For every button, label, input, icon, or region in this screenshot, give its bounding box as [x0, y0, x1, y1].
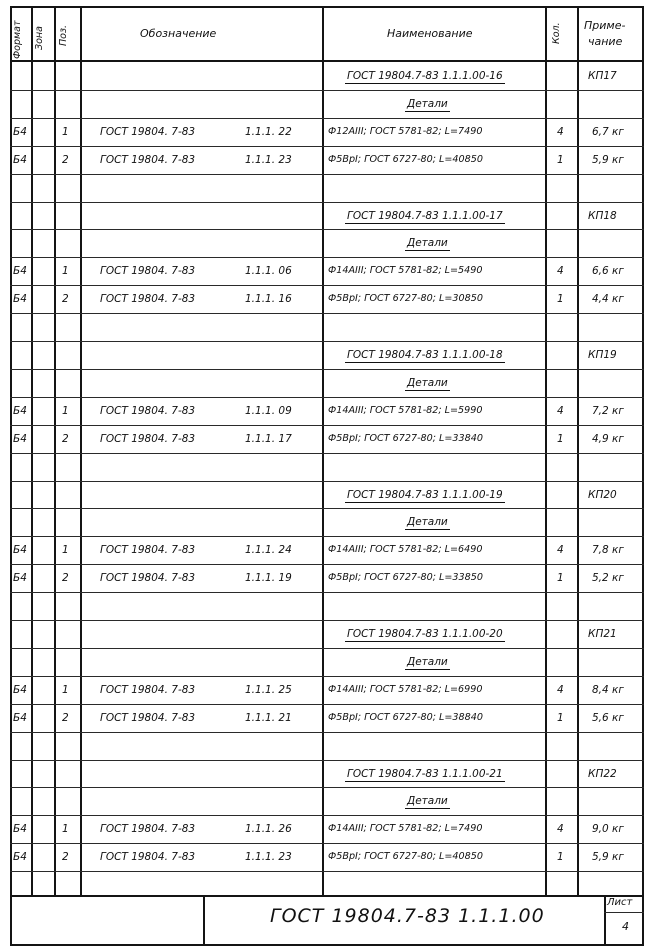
header-note-line1: Приме-	[584, 19, 626, 32]
section-title: ГОСТ 19804.7-83 1.1.1.00-19	[347, 488, 503, 501]
section-subtitle: Детали	[407, 516, 448, 529]
section-title: ГОСТ 19804.7-83 1.1.1.00-18	[347, 349, 503, 361]
section-note: КП22	[588, 767, 617, 780]
item-code: 1.1.1. 22	[245, 125, 292, 138]
item-format: Б4	[13, 153, 27, 166]
row-line	[10, 285, 644, 286]
item-code: 1.1.1. 06	[245, 265, 292, 278]
item-code: 1.1.1. 23	[245, 851, 292, 864]
item-format: Б4	[13, 544, 27, 557]
item-position: 1	[62, 544, 69, 557]
item-code: 1.1.1. 09	[245, 404, 292, 417]
row-line	[10, 760, 644, 761]
row-line	[10, 313, 644, 314]
item-position: 2	[62, 711, 69, 724]
item-note: 4,4 кг	[592, 293, 624, 306]
item-note: 5,2 кг	[592, 572, 624, 585]
item-name: Ф5ВрI; ГОСТ 6727-80; L=40850	[328, 153, 483, 165]
item-note: 7,8 кг	[592, 544, 624, 557]
item-name: Ф14АIII; ГОСТ 5781-82; L=7490	[328, 823, 483, 835]
item-code: 1.1.1. 23	[245, 153, 292, 166]
item-name: Ф14АIII; ГОСТ 5781-82; L=6490	[328, 544, 483, 556]
item-document: ГОСТ 19804. 7-83	[100, 823, 196, 836]
item-code: 1.1.1. 25	[245, 683, 292, 696]
row-line	[10, 536, 644, 537]
item-name: Ф5ВрI; ГОСТ 6727-80; L=40850	[328, 851, 483, 863]
header-note-line2: чание	[588, 35, 623, 48]
item-format: Б4	[13, 711, 27, 724]
item-position: 1	[62, 404, 69, 417]
row-line	[10, 592, 644, 593]
item-note: 8,4 кг	[592, 683, 624, 696]
row-line	[10, 815, 644, 816]
item-name: Ф14АIII; ГОСТ 5781-82; L=5990	[328, 404, 483, 416]
item-note: 7,2 кг	[592, 404, 624, 417]
item-quantity: 4	[557, 125, 564, 138]
column-line	[577, 6, 579, 895]
item-quantity: 1	[557, 851, 564, 864]
item-format: Б4	[13, 265, 27, 278]
item-position: 2	[62, 432, 69, 445]
item-name: Ф5ВрI; ГОСТ 6727-80; L=33850	[328, 572, 483, 584]
row-line	[10, 481, 644, 482]
row-line	[10, 90, 644, 91]
section-title: ГОСТ 19804.7-83 1.1.1.00-21	[347, 767, 503, 780]
sheet-label: Лист	[607, 897, 633, 908]
section-subtitle: Детали	[407, 795, 448, 808]
item-document: ГОСТ 19804. 7-83	[100, 683, 196, 696]
row-line	[10, 369, 644, 370]
column-line	[545, 6, 547, 895]
item-document: ГОСТ 19804. 7-83	[100, 265, 196, 278]
header-designation: Обозначение	[140, 27, 217, 40]
item-name: Ф5ВрI; ГОСТ 6727-80; L=33840	[328, 432, 483, 444]
row-line	[10, 146, 644, 147]
item-code: 1.1.1. 24	[245, 544, 292, 557]
item-position: 2	[62, 851, 69, 864]
item-code: 1.1.1. 26	[245, 823, 292, 836]
item-format: Б4	[13, 851, 27, 864]
header-qty: Кол.	[551, 22, 562, 44]
item-position: 1	[62, 265, 69, 278]
item-format: Б4	[13, 683, 27, 696]
item-quantity: 4	[557, 404, 564, 417]
row-line	[10, 425, 644, 426]
item-code: 1.1.1. 19	[245, 572, 292, 585]
item-format: Б4	[13, 125, 27, 138]
item-note: 5,6 кг	[592, 711, 624, 724]
item-quantity: 1	[557, 711, 564, 724]
item-position: 1	[62, 823, 69, 836]
row-line	[10, 676, 644, 677]
item-name: Ф14АIII; ГОСТ 5781-82; L=5490	[328, 265, 483, 277]
item-quantity: 1	[557, 572, 564, 585]
row-line	[10, 257, 644, 258]
item-document: ГОСТ 19804. 7-83	[100, 544, 196, 557]
frame-bottom	[10, 944, 644, 946]
item-format: Б4	[13, 823, 27, 836]
column-line	[80, 6, 82, 895]
item-document: ГОСТ 19804. 7-83	[100, 404, 196, 417]
titleblock-line	[203, 895, 205, 946]
titleblock-line	[604, 912, 644, 913]
frame-top	[10, 6, 644, 8]
item-format: Б4	[13, 572, 27, 585]
section-note: КП19	[588, 349, 617, 361]
item-quantity: 4	[557, 683, 564, 696]
row-line	[10, 508, 644, 509]
row-line	[10, 648, 644, 649]
row-line	[10, 229, 644, 230]
section-subtitle: Детали	[407, 655, 448, 668]
section-subtitle: Детали	[407, 97, 448, 110]
item-format: Б4	[13, 293, 27, 306]
specification-sheet	[10, 6, 644, 946]
header-format: Формат	[12, 20, 23, 59]
row-line	[10, 174, 644, 175]
title-block-designation: ГОСТ 19804.7-83 1.1.1.00	[270, 905, 545, 927]
item-position: 1	[62, 125, 69, 138]
column-line	[54, 6, 56, 895]
item-document: ГОСТ 19804. 7-83	[100, 153, 196, 166]
table-bottom	[10, 895, 644, 897]
row-line	[10, 202, 644, 203]
item-quantity: 4	[557, 265, 564, 278]
row-line	[10, 787, 644, 788]
section-subtitle: Детали	[407, 237, 448, 250]
header-divider	[10, 60, 644, 62]
row-line	[10, 453, 644, 454]
item-document: ГОСТ 19804. 7-83	[100, 711, 196, 724]
item-note: 4,9 кг	[592, 432, 624, 445]
section-note: КП18	[588, 209, 617, 222]
item-quantity: 1	[557, 153, 564, 166]
item-name: Ф12АIII; ГОСТ 5781-82; L=7490	[328, 125, 483, 137]
header-zone: Зона	[34, 26, 45, 50]
item-name: Ф14АIII; ГОСТ 5781-82; L=6990	[328, 683, 483, 695]
item-code: 1.1.1. 16	[245, 293, 292, 306]
titleblock-line	[604, 895, 606, 946]
item-format: Б4	[13, 432, 27, 445]
section-title: ГОСТ 19804.7-83 1.1.1.00-17	[347, 209, 503, 222]
row-line	[10, 341, 644, 342]
item-note: 6,7 кг	[592, 125, 624, 138]
item-name: Ф5ВрI; ГОСТ 6727-80; L=38840	[328, 711, 483, 723]
item-document: ГОСТ 19804. 7-83	[100, 432, 196, 445]
item-code: 1.1.1. 21	[245, 711, 292, 724]
item-document: ГОСТ 19804. 7-83	[100, 125, 196, 138]
row-line	[10, 871, 644, 872]
section-note: КП20	[588, 488, 617, 501]
item-quantity: 4	[557, 544, 564, 557]
frame-left	[10, 6, 12, 946]
item-quantity: 1	[557, 293, 564, 306]
item-note: 5,9 кг	[592, 153, 624, 166]
item-quantity: 1	[557, 432, 564, 445]
item-position: 2	[62, 572, 69, 585]
row-line	[10, 620, 644, 621]
column-line	[31, 6, 33, 895]
header-pos: Поз.	[58, 24, 69, 46]
item-note: 9,0 кг	[592, 823, 624, 836]
section-note: КП17	[588, 70, 617, 82]
item-document: ГОСТ 19804. 7-83	[100, 851, 196, 864]
row-line	[10, 564, 644, 565]
item-quantity: 4	[557, 823, 564, 836]
row-line	[10, 118, 644, 119]
column-line	[322, 6, 324, 895]
item-document: ГОСТ 19804. 7-83	[100, 572, 196, 585]
item-format: Б4	[13, 404, 27, 417]
item-position: 1	[62, 683, 69, 696]
row-line	[10, 732, 644, 733]
item-document: ГОСТ 19804. 7-83	[100, 293, 196, 306]
sheet-number: 4	[622, 920, 629, 933]
header-name: Наименование	[387, 27, 473, 40]
section-title: ГОСТ 19804.7-83 1.1.1.00-16	[347, 70, 503, 82]
item-position: 2	[62, 153, 69, 166]
item-name: Ф5ВрI; ГОСТ 6727-80; L=30850	[328, 293, 483, 305]
item-note: 6,6 кг	[592, 265, 624, 278]
section-note: КП21	[588, 628, 617, 640]
item-code: 1.1.1. 17	[245, 432, 292, 445]
section-subtitle: Детали	[407, 376, 448, 389]
section-title: ГОСТ 19804.7-83 1.1.1.00-20	[347, 628, 503, 640]
item-note: 5,9 кг	[592, 851, 624, 864]
frame-right	[642, 6, 644, 946]
item-position: 2	[62, 293, 69, 306]
row-line	[10, 397, 644, 398]
row-line	[10, 843, 644, 844]
row-line	[10, 704, 644, 705]
